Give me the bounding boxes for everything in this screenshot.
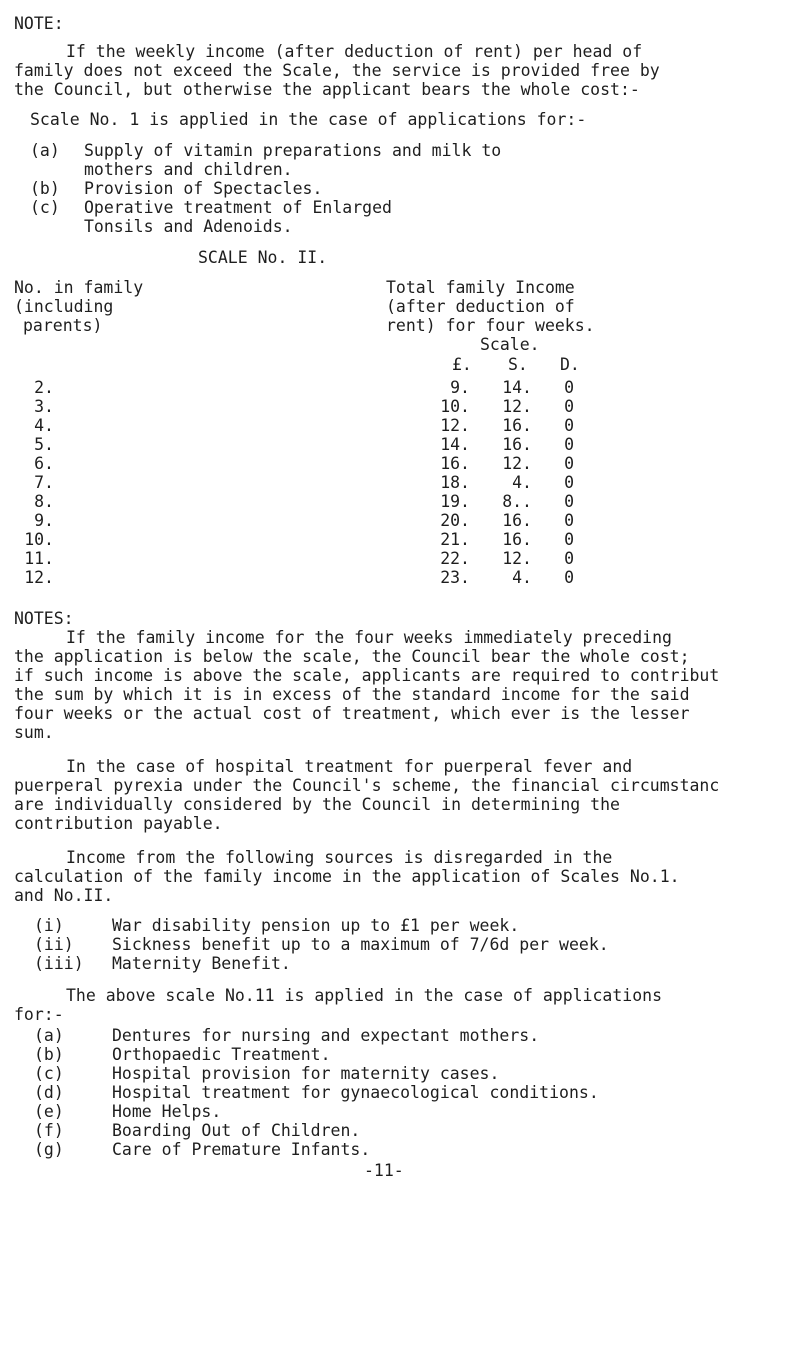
family-size-cell: 7. — [34, 473, 54, 492]
pounds-cell: 9. — [450, 378, 470, 397]
pence-cell: 0 — [564, 492, 574, 511]
list-letter: (g) — [34, 1140, 64, 1159]
pence-cell: 0 — [564, 568, 574, 587]
shillings-cell: 4. — [512, 473, 532, 492]
scale1-intro: Scale No. 1 is applied in the case of applications for:- — [30, 110, 587, 129]
list-item: Supply of vitamin preparations and milk to — [84, 141, 502, 160]
shillings-cell: 8.. — [502, 492, 532, 511]
pounds-cell: 12. — [440, 416, 470, 435]
col2-header: Total family Income — [386, 278, 575, 297]
pence-cell: 0 — [564, 530, 574, 549]
shillings-cell: 16. — [502, 511, 532, 530]
note-line: are individually considered by the Council in determining the — [14, 795, 620, 814]
pounds-cell: 16. — [440, 454, 470, 473]
list-item: Care of Premature Infants. — [112, 1140, 371, 1159]
list-letter: (f) — [34, 1121, 64, 1140]
intro-line: family does not exceed the Scale, the service is provided free by — [14, 61, 660, 80]
shillings-cell: 14. — [502, 378, 532, 397]
list-item: Home Helps. — [112, 1102, 222, 1121]
list-letter: (c) — [30, 198, 60, 217]
note-line: the application is below the scale, the Council bear the whole cost; — [14, 647, 690, 666]
shillings-cell: 12. — [502, 454, 532, 473]
list-item: Dentures for nursing and expectant mothers. — [112, 1026, 540, 1045]
note-line: calculation of the family income in the application of Scales No.1. — [14, 867, 680, 886]
family-size-cell: 5. — [34, 435, 54, 454]
pounds-cell: 22. — [440, 549, 470, 568]
col2-header: Scale. — [480, 335, 540, 354]
list-item: Maternity Benefit. — [112, 954, 291, 973]
notes-heading: NOTES: — [14, 609, 74, 628]
list-item: Boarding Out of Children. — [112, 1121, 361, 1140]
list-letter: (a) — [34, 1026, 64, 1045]
note-line: If the family income for the four weeks immediately preceding — [66, 628, 672, 647]
note-line: the sum by which it is in excess of the standard income for the said — [14, 685, 690, 704]
pounds-cell: 19. — [440, 492, 470, 511]
intro-line: the Council, but otherwise the applicant bears the whole cost:- — [14, 80, 640, 99]
shillings-cell: 12. — [502, 549, 532, 568]
pounds-cell: 18. — [440, 473, 470, 492]
page-heading: NOTE: — [14, 14, 64, 33]
intro-line: If the weekly income (after deduction of rent) per head of — [66, 42, 643, 61]
list-number: (iii) — [34, 954, 84, 973]
shillings-cell: 16. — [502, 435, 532, 454]
note-line: four weeks or the actual cost of treatment, which ever is the lesser — [14, 704, 690, 723]
scale2-for: for:- — [14, 1005, 64, 1024]
list-letter: (b) — [30, 179, 60, 198]
note-line: puerperal pyrexia under the Council's scheme, the financial circumstanc — [14, 776, 720, 795]
family-size-cell: 2. — [34, 378, 54, 397]
shillings-cell: 4. — [512, 568, 532, 587]
pence-cell: 0 — [564, 454, 574, 473]
note-line: sum. — [14, 723, 54, 742]
list-item: Operative treatment of Enlarged — [84, 198, 392, 217]
family-size-cell: 10. — [24, 530, 54, 549]
family-size-cell: 11. — [24, 549, 54, 568]
pounds-cell: 20. — [440, 511, 470, 530]
list-letter: (d) — [34, 1083, 64, 1102]
scale2-title: SCALE No. II. — [198, 248, 328, 267]
family-size-cell: 12. — [24, 568, 54, 587]
pence-cell: 0 — [564, 378, 574, 397]
list-item: Hospital treatment for gynaecological conditions. — [112, 1083, 599, 1102]
list-number: (i) — [34, 916, 64, 935]
pounds-cell: 21. — [440, 530, 470, 549]
family-size-cell: 8. — [34, 492, 54, 511]
currency-pence-header: D. — [560, 355, 580, 374]
note-line: and No.II. — [14, 886, 114, 905]
pence-cell: 0 — [564, 511, 574, 530]
list-item: Tonsils and Adenoids. — [84, 217, 293, 236]
family-size-cell: 9. — [34, 511, 54, 530]
note-line: In the case of hospital treatment for puerperal fever and — [66, 757, 633, 776]
shillings-cell: 16. — [502, 416, 532, 435]
list-item: mothers and children. — [84, 160, 293, 179]
note-line: contribution payable. — [14, 814, 223, 833]
list-letter: (e) — [34, 1102, 64, 1121]
shillings-cell: 12. — [502, 397, 532, 416]
currency-pounds-header: £. — [452, 355, 472, 374]
pence-cell: 0 — [564, 549, 574, 568]
scale2-intro: The above scale No.11 is applied in the case of applications — [66, 986, 663, 1005]
list-item: Orthopaedic Treatment. — [112, 1045, 331, 1064]
list-item: Provision of Spectacles. — [84, 179, 323, 198]
list-letter: (b) — [34, 1045, 64, 1064]
family-size-cell: 6. — [34, 454, 54, 473]
currency-shillings-header: S. — [508, 355, 528, 374]
family-size-cell: 3. — [34, 397, 54, 416]
list-item: Sickness benefit up to a maximum of 7/6d per week. — [112, 935, 609, 954]
note-line: Income from the following sources is disregarded in the — [66, 848, 613, 867]
pounds-cell: 14. — [440, 435, 470, 454]
pence-cell: 0 — [564, 416, 574, 435]
shillings-cell: 16. — [502, 530, 532, 549]
pounds-cell: 23. — [440, 568, 470, 587]
pence-cell: 0 — [564, 397, 574, 416]
col1-header: (including — [14, 297, 114, 316]
note-line: if such income is above the scale, applicants are required to contribut — [14, 666, 720, 685]
list-item: Hospital provision for maternity cases. — [112, 1064, 500, 1083]
col1-header: parents) — [23, 316, 103, 335]
family-size-cell: 4. — [34, 416, 54, 435]
col2-header: (after deduction of — [386, 297, 575, 316]
col2-header: rent) for four weeks. — [386, 316, 595, 335]
pence-cell: 0 — [564, 435, 574, 454]
list-number: (ii) — [34, 935, 74, 954]
pence-cell: 0 — [564, 473, 574, 492]
page-number: -11- — [364, 1161, 404, 1180]
list-item: War disability pension up to £1 per week. — [112, 916, 520, 935]
list-letter: (a) — [30, 141, 60, 160]
col1-header: No. in family — [14, 278, 144, 297]
pounds-cell: 10. — [440, 397, 470, 416]
list-letter: (c) — [34, 1064, 64, 1083]
